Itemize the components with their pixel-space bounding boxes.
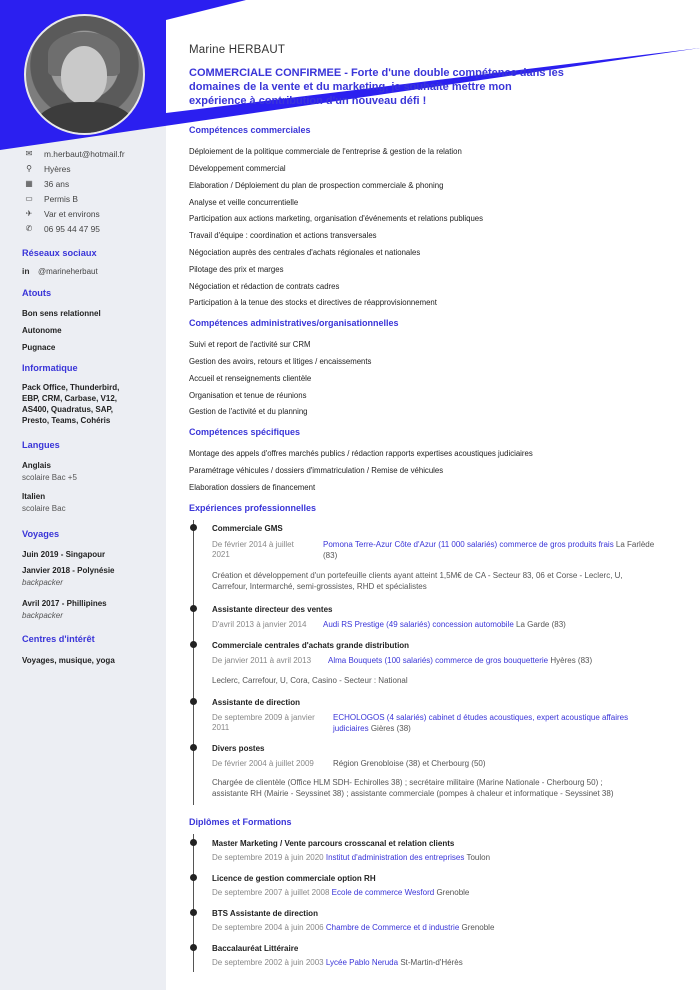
- skill-line: Accueil et renseignements clientèle: [189, 374, 312, 383]
- social-heading: Réseaux sociaux: [22, 248, 97, 258]
- skill-line: Montage des appels d'offres marchés publics / rédaction rapports expertises acoustiques judiciaires: [189, 449, 533, 458]
- informatique-heading: Informatique: [22, 363, 78, 373]
- job-title: Assistante de direction: [212, 698, 301, 707]
- voyage-item: Janvier 2018 - Polynésie: [22, 566, 115, 575]
- profile-photo: [24, 14, 145, 135]
- voyage-sub: backpacker: [22, 578, 63, 587]
- phone-icon: ✆: [25, 224, 33, 233]
- timeline-dot: [190, 874, 197, 881]
- job-company: Pomona Terre-Azur Côte d'Azur (11 000 salariés) commerce de gros produits frais La Farlède (83): [323, 540, 655, 560]
- job-description: Création et développement d'un portefeuille clients ayant atteint 1,5M€ de CA - Secteur 83, 06 et Corse - Leclerc, U,: [212, 571, 623, 580]
- job-date: D'avril 2013 à janvier 2014: [212, 620, 307, 629]
- timeline-dot: [190, 641, 197, 648]
- job-company: Audi RS Prestige (49 salariés) concession automobile La Garde (83): [323, 620, 566, 629]
- interets-heading: Centres d'intérêt: [22, 634, 95, 644]
- job-title: Divers postes: [212, 744, 265, 753]
- job-title: Commerciale GMS: [212, 524, 283, 533]
- linkedin-icon: in: [22, 266, 30, 276]
- license-icon: ▭: [25, 194, 33, 203]
- job-date: De février 2014 à juillet: [212, 540, 294, 549]
- candidate-name: Marine HERBAUT: [189, 44, 286, 56]
- diploma-title: Baccalauréat Littéraire: [212, 944, 299, 953]
- skill-line: Gestion de l'activité et du planning: [189, 407, 308, 416]
- timeline-dot: [190, 944, 197, 951]
- informatique-line: Pack Office, Thunderbird,: [22, 383, 120, 392]
- voyage-sub: backpacker: [22, 611, 63, 620]
- skill-line: Négociation auprès des centrales d'achats régionales et nationales: [189, 248, 421, 257]
- timeline-dot: [190, 698, 197, 705]
- job-date: De septembre 2009 à janvier: [212, 713, 315, 722]
- job-company: ECHOLOGOS (4 salariés) cabinet d études acoustiques, expert acoustique affaires judiciaires Gières (38): [333, 713, 629, 733]
- section-heading-diplomes: Diplômes et Formations: [189, 817, 292, 827]
- diploma-title: Master Marketing / Vente parcours crosscanal et relation clients: [212, 839, 455, 848]
- job-description: Leclerc, Carrefour, U, Cora, Casino - Secteur : National: [212, 676, 408, 685]
- job-date: 2021: [212, 550, 230, 559]
- informatique-line: AS400, Quadratus, SAP,: [22, 405, 113, 414]
- job-company: Alma Bouquets (100 salariés) commerce de gros bouquetterie Hyères (83): [328, 656, 593, 665]
- contact-age: ▦ 36 ans: [22, 176, 162, 191]
- atouts-heading: Atouts: [22, 288, 52, 298]
- skill-line: Travail d'équipe : coordination et actions transversales: [189, 231, 377, 240]
- contact-location: ⚲ Hyères: [22, 161, 162, 176]
- voyages-heading: Voyages: [22, 529, 60, 539]
- diploma-title: BTS Assistante de direction: [212, 909, 318, 918]
- job-description: Chargée de clientèle (Office HLM SDH- Echirolles 38) ; secrétaire militaire (Marine Nationale - Cherbourg 50) ;: [212, 778, 603, 787]
- skill-line: Participation aux actions marketing, organisation d'événements et relations publiques: [189, 214, 484, 223]
- langues-heading: Langues: [22, 440, 60, 450]
- diploma-line: De septembre 2002 à juin 2003 Lycée Pablo Neruda St-Martin-d'Hérès: [212, 958, 463, 967]
- informatique-line: Presto, Teams, Cohéris: [22, 416, 111, 425]
- job-title: Commerciale centrales d'achats grande distribution: [212, 641, 410, 650]
- section-heading-specifiques: Compétences spécifiques: [189, 427, 301, 437]
- skill-line: Participation à la tenue des stocks et directives de réapprovisionnement: [189, 298, 437, 307]
- skill-line: Développement commercial: [189, 164, 286, 173]
- job-date: De février 2004 à juillet 2009: [212, 759, 314, 768]
- timeline-dot: [190, 744, 197, 751]
- job-date: 2011: [212, 723, 230, 732]
- language-level: scolaire Bac: [22, 504, 66, 513]
- job-title: Assistante directeur des ventes: [212, 605, 333, 614]
- diploma-line: De septembre 2019 à juin 2020 Institut d'administration des entreprises Toulon: [212, 853, 491, 862]
- skill-line: Pilotage des prix et marges: [189, 265, 284, 274]
- email-icon: ✉: [25, 149, 33, 158]
- section-heading-administratives: Compétences administratives/organisationnelles: [189, 318, 399, 328]
- skill-line: Gestion des avoirs, retours et litiges / encaissements: [189, 357, 372, 366]
- skill-line: Elaboration dossiers de financement: [189, 483, 316, 492]
- voyage-item: Avril 2017 - Phillipines: [22, 599, 107, 608]
- atout-item: Bon sens relationnel: [22, 309, 101, 318]
- language-level: scolaire Bac +5: [22, 473, 77, 482]
- skill-line: Elaboration / Déploiement du plan de prospection commerciale & phoning: [189, 181, 444, 190]
- atout-item: Pugnace: [22, 343, 56, 352]
- informatique-line: EBP, CRM, Carbase, V12,: [22, 394, 118, 403]
- skill-line: Organisation et tenue de réunions: [189, 391, 307, 400]
- skill-line: Paramétrage véhicules / dossiers d'immatriculation / Remise de véhicules: [189, 466, 444, 475]
- job-date: De janvier 2011 à avril 2013: [212, 656, 312, 665]
- timeline-dot: [190, 605, 197, 612]
- contact-list: [22, 146, 162, 236]
- skill-line: Suivi et report de l'activité sur CRM: [189, 340, 311, 349]
- diploma-line: De septembre 2007 à juillet 2008 Ecole de commerce Wesford Grenoble: [212, 888, 470, 897]
- atout-item: Autonome: [22, 326, 62, 335]
- timeline-dot: [190, 839, 197, 846]
- section-heading-experiences: Expériences professionnelles: [189, 503, 317, 513]
- plane-icon: ✈: [25, 209, 33, 218]
- calendar-icon: ▦: [25, 179, 33, 188]
- job-description: assistante RH (Mairie - Seyssinet 38) ; assistante commerciale (pompes à chaleur et informatique - Seyssinet 38): [212, 789, 614, 798]
- diploma-timeline: [193, 834, 194, 972]
- job-place: Région Grenobloise (38) et Cherbourg (50): [333, 759, 486, 768]
- voyage-item: Juin 2019 - Singapour: [22, 550, 106, 559]
- skill-line: Déploiement de la politique commerciale de l'entreprise & gestion de la relation: [189, 147, 462, 156]
- timeline-dot: [190, 909, 197, 916]
- experience-timeline: [193, 520, 194, 805]
- contact-email[interactable]: ✉ m.herbaut@hotmail.fr: [22, 146, 162, 161]
- contact-phone[interactable]: ✆ 06 95 44 47 95: [22, 221, 162, 236]
- language-name: Anglais: [22, 461, 51, 470]
- section-heading-commerciales: Compétences commerciales: [189, 125, 311, 135]
- diploma-line: De septembre 2004 à juin 2006 Chambre de Commerce et d industrie Grenoble: [212, 923, 495, 932]
- diploma-title: Licence de gestion commerciale option RH: [212, 874, 376, 883]
- headline: COMMERCIALE CONFIRMEE - Forte d'une double compétence dans les domaines de la vente et du marketing, je souhaite mettre mon expérience à contribution d'un nouveau défi !: [189, 67, 564, 107]
- skill-line: Analyse et veille concurrentielle: [189, 198, 299, 207]
- skill-line: Négociation et rédaction de contrats cadres: [189, 282, 340, 291]
- location-icon: ⚲: [26, 164, 32, 173]
- job-description: Carrefour, Intermarché, semi-grossistes, RHD et spécialistes: [212, 582, 427, 591]
- contact-mobility: ✈ Var et environs: [22, 206, 162, 221]
- interets-text: Voyages, musique, yoga: [22, 656, 115, 665]
- contact-license: ▭ Permis B: [22, 191, 162, 206]
- linkedin-link[interactable]: in @marineherbaut: [22, 266, 98, 276]
- timeline-dot: [190, 524, 197, 531]
- language-name: Italien: [22, 492, 46, 501]
